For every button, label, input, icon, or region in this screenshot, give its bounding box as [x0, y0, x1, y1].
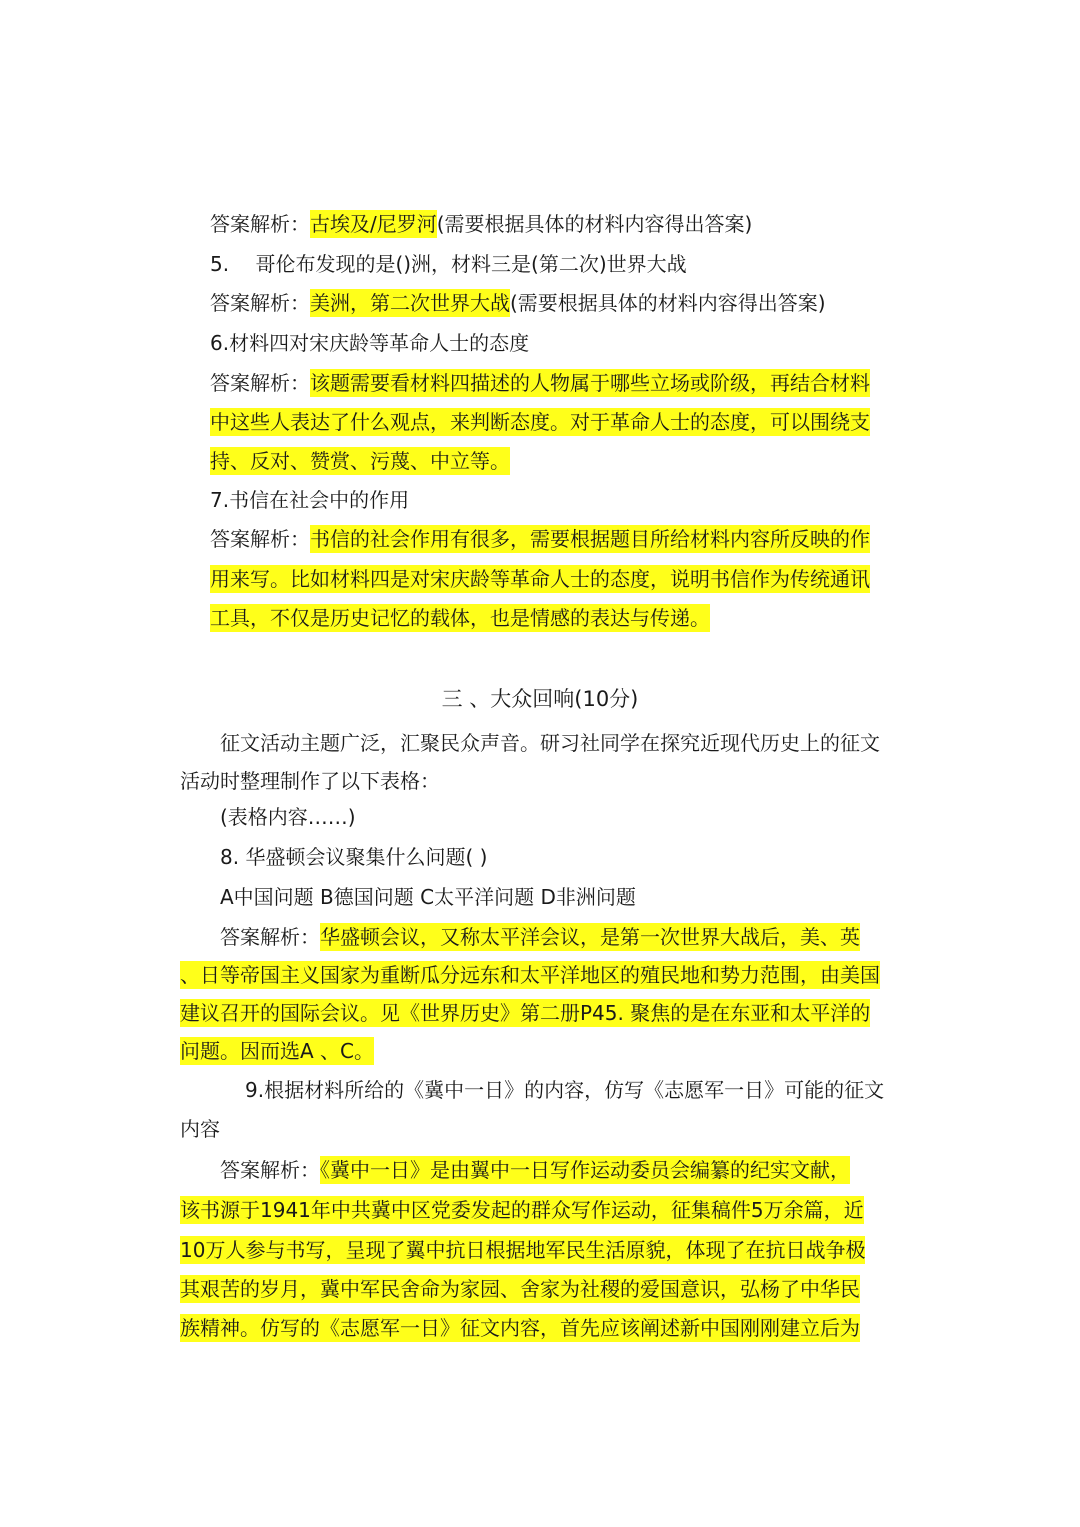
- answer-5: [210, 289, 826, 317]
- answer-highlight: 族精神。仿写的《志愿军一日》征文内容，首先应该阐述新中国刚刚建立后为: [180, 1316, 860, 1340]
- answer-highlight: 10万人参与书写，呈现了翼中抗日根据地军民生活原貌，体现了在抗日战争极: [180, 1238, 866, 1262]
- answer-8-line-3: [180, 999, 870, 1027]
- answer-highlight: 工具，不仅是历史记忆的载体，也是情感的表达与传递。: [210, 606, 710, 630]
- intro-line-2: 活动时整理制作了以下表格：: [180, 769, 440, 793]
- answer-highlight: 用来写。比如材料四是对宋庆龄等革命人士的态度，说明书信作为传统通讯: [210, 567, 870, 591]
- answer-highlight: 、日等帝国主义国家为重断瓜分远东和太平洋地区的殖民地和势力范围，由美国: [180, 963, 880, 987]
- answer-6-line-3: [210, 447, 510, 475]
- answer-7-line-1: [210, 525, 870, 553]
- answer-highlight: 中这些人表达了什么观点，来判断态度。对于革命人士的态度，可以围绕支: [210, 410, 870, 434]
- answer-8-line-1: [220, 923, 860, 951]
- answer-label: 答案解析：: [210, 291, 310, 315]
- answer-highlight: 美洲，第二次世界大战: [310, 291, 510, 315]
- question-9-line-1: 9.根据材料所给的《冀中一日》的内容，仿写《志愿军一日》可能的征文: [245, 1078, 885, 1102]
- question-8-options: A中国问题 B德国问题 C太平洋问题 D非洲问题: [220, 885, 636, 909]
- answer-8-line-2: [180, 961, 880, 989]
- answer-highlight: 该题需要看材料四描述的人物属于哪些立场或阶级，再结合材料: [310, 371, 870, 395]
- table-note: (表格内容……): [220, 805, 356, 829]
- answer-highlight: 华盛顿会议，又称太平洋会议，是第一次世界大战后，美、英: [320, 925, 860, 949]
- answer-label: 答案解析：: [210, 371, 310, 395]
- answer-highlight: 建议召开的国际会议。见《世界历史》第二册P45. 聚焦的是在东亚和太平洋的: [180, 1001, 871, 1025]
- answer-highlight: 《冀中一日》是由翼中一日写作运动委员会编纂的纪实文献，: [320, 1158, 850, 1182]
- answer-label: 答案解析：: [210, 212, 310, 236]
- answer-9-line-5: [180, 1314, 860, 1342]
- answer-label: 答案解析：: [220, 1158, 320, 1182]
- answer-highlight: 古埃及/尼罗河: [310, 212, 437, 236]
- answer-note: (需要根据具体的材料内容得出答案): [436, 212, 753, 236]
- answer-label: 答案解析：: [210, 527, 310, 551]
- answer-9-line-1: [220, 1156, 850, 1184]
- answer-8-line-4: [180, 1037, 374, 1065]
- question-7: 7.书信在社会中的作用: [210, 488, 410, 512]
- answer-6-line-2: [210, 408, 870, 436]
- answer-highlight: 该书源于1941年中共冀中区党委发起的群众写作运动，征集稿件5万余篇，近: [180, 1198, 864, 1222]
- answer-label: 答案解析：: [220, 925, 320, 949]
- answer-9-line-4: [180, 1275, 860, 1303]
- answer-6-line-1: [210, 369, 870, 397]
- question-5: 5. 哥伦布发现的是()洲，材料三是(第二次)世界大战: [210, 252, 687, 276]
- section-title: 三 、大众回响(10分): [441, 687, 639, 711]
- answer-note: (需要根据具体的材料内容得出答案): [510, 291, 826, 315]
- answer-4: [210, 210, 752, 238]
- question-9-line-2: 内容: [180, 1117, 220, 1141]
- question-8: 8. 华盛顿会议聚集什么问题( ): [220, 845, 488, 869]
- answer-7-line-2: [210, 565, 870, 593]
- answer-9-line-2: [180, 1196, 864, 1224]
- answer-highlight: 其艰苦的岁月，冀中军民舍命为家园、舍家为社稷的爱国意识，弘杨了中华民: [180, 1277, 860, 1301]
- question-6: 6.材料四对宋庆龄等革命人士的态度: [210, 331, 530, 355]
- answer-highlight: 书信的社会作用有很多，需要根据题目所给材料内容所反映的作: [310, 527, 870, 551]
- answer-highlight: 持、反对、赞赏、污蔑、中立等。: [210, 449, 510, 473]
- answer-highlight: 问题。因而选A 、C。: [180, 1039, 375, 1063]
- intro-line-1: 征文活动主题广泛，汇聚民众声音。研习社同学在探究近现代历史上的征文: [220, 731, 880, 755]
- answer-9-line-3: [180, 1236, 865, 1264]
- answer-7-line-3: [210, 604, 710, 632]
